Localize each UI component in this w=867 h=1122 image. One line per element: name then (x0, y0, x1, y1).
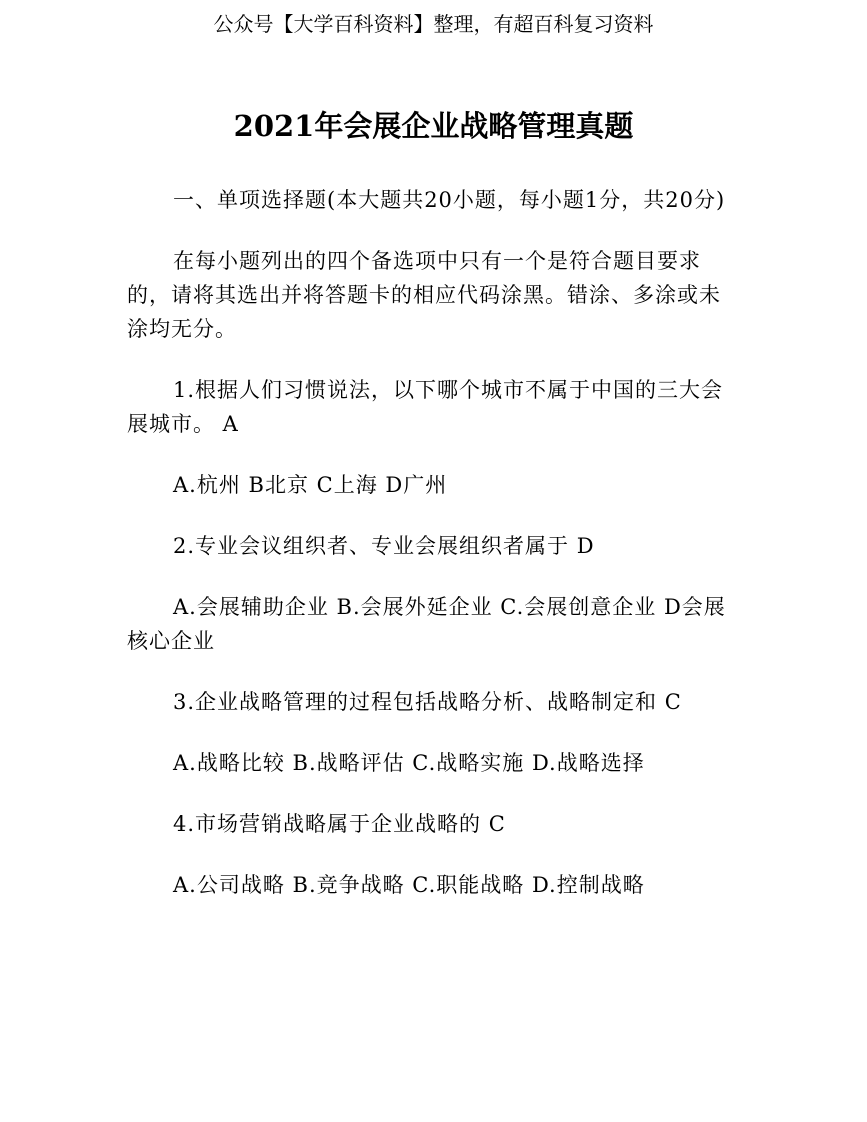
section-heading: 一、单项选择题(本大题共20小题，每小题1分，共20分) (173, 188, 726, 212)
page-header-note: 公众号【大学百科资料】整理，有超百科复习资料 (213, 12, 654, 36)
question-2-options: A.会展辅助企业 B.会展外延企业 C.会展创意企业 D会展核心企业 (127, 595, 726, 653)
question-1: 1.根据人们习惯说法，以下哪个城市不属于中国的三大会展城市。 A (127, 378, 724, 436)
question-3-options: A.战略比较 B.战略评估 C.战略实施 D.战略选择 (173, 751, 645, 775)
document-title: 2021年会展企业战略管理真题 (233, 109, 634, 143)
document-body (127, 183, 737, 929)
instructions-paragraph: 在每小题列出的四个备选项中只有一个是符合题目要求的，请将其选出并将答题卡的相应代码涂黑。错涂、多涂或未涂均无分。 (127, 249, 721, 341)
question-3: 3.企业战略管理的过程包括战略分析、战略制定和 C (173, 690, 682, 714)
question-4: 4.市场营销战略属于企业战略的 C (173, 812, 506, 836)
question-1-options: A.杭州 B北京 C上海 D广州 (173, 473, 448, 497)
question-4-options: A.公司战略 B.竞争战略 C.职能战略 D.控制战略 (173, 873, 645, 897)
question-2: 2.专业会议组织者、专业会展组织者属于 D (173, 534, 595, 558)
